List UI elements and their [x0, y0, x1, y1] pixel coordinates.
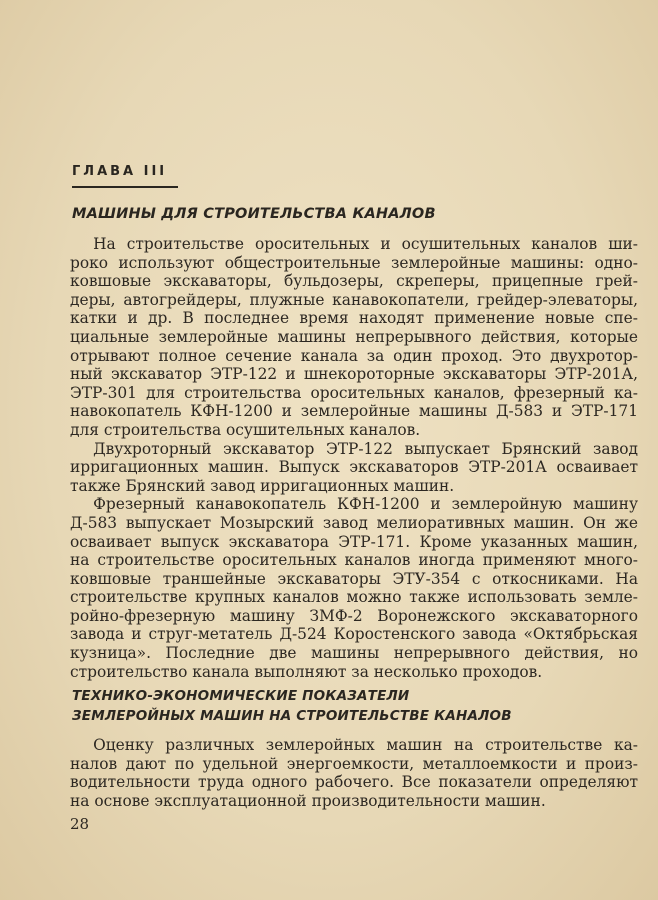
text-line: на строительстве оросительных каналов иногда применяют много-: [70, 551, 638, 570]
text-line: налов дают по удельной энергоемкости, металлоемкости и произ-: [70, 754, 638, 773]
text-line: катки и др. В последнее время находят применение новые спе-: [70, 309, 638, 328]
text-line: строительстве крупных каналов можно также использовать земле-: [70, 588, 638, 607]
text-line: ковшовые экскаваторы, бульдозеры, скреперы, прицепные грей-: [70, 272, 638, 291]
text-line: кузница». Последние две машины непрерывного действия, но: [70, 644, 638, 663]
section2-title-line1: ТЕХНИКО-ЭКОНОМИЧЕСКИЕ ПОКАЗАТЕЛИ: [72, 688, 410, 704]
text-line: отрывают полное сечение канала за один проход. Это двухротор-: [70, 346, 638, 365]
section1-body: [70, 235, 638, 681]
text-line: также Брянский завод ирригационных машин.: [70, 476, 455, 495]
text-line: Двухроторный экскаватор ЭТР-122 выпускает Брянский завод: [70, 439, 638, 458]
text-line: роко используют общестроительные землеройные машины: одно-: [70, 253, 638, 272]
text-line: ЭТР-301 для строительства оросительных каналов, фрезерный ка-: [70, 383, 638, 402]
text-line: ирригационных машин. Выпуск экскаваторов ЭТР-201А осваивает: [70, 458, 638, 477]
text-line: водительности труда одного рабочего. Все показатели определяют: [70, 773, 638, 792]
section2-body: [70, 736, 638, 810]
chapter-title: МАШИНЫ ДЛЯ СТРОИТЕЛЬСТВА КАНАЛОВ: [72, 206, 436, 222]
section2-title-line2: ЗЕМЛЕРОЙНЫХ МАШИН НА СТРОИТЕЛЬСТВЕ КАНАЛОВ: [72, 708, 512, 724]
text-line: циальные землеройные машины непрерывного действия, которые: [70, 327, 638, 346]
text-line: Фрезерный канавокопатель КФН-1200 и землеройную машину: [70, 495, 638, 514]
chapter-label: ГЛАВА III: [72, 164, 168, 179]
text-line: завода и струг-метатель Д-524 Коростенского завода «Октябрьская: [70, 625, 638, 644]
text-line: ковшовые траншейные экскаваторы ЭТУ-354 с откосниками. На: [70, 569, 638, 588]
text-line: строительство канала выполняют за несколько проходов.: [70, 662, 543, 681]
text-line: Оценку различных землеройных машин на строительстве ка-: [70, 736, 638, 754]
text-line: деры, автогрейдеры, плужные канавокопатели, грейдер-элеваторы,: [70, 290, 638, 309]
page-number: 28: [70, 815, 90, 833]
text-line: для строительства осушительных каналов.: [70, 420, 421, 439]
text-line: навокопатель КФН-1200 и землеройные машины Д-583 и ЭТР-171: [70, 402, 638, 421]
text-line: на основе эксплуатационной производительности машин.: [70, 791, 546, 810]
chapter-rule: [72, 186, 178, 188]
text-line: ройно-фрезерную машину ЗМФ-2 Воронежского экскаваторного: [70, 606, 638, 625]
text-line: На строительстве оросительных и осушительных каналов ши-: [70, 235, 638, 253]
text-line: осваивает выпуск экскаватора ЭТР-171. Кроме указанных машин,: [70, 532, 638, 551]
text-line: ный экскаватор ЭТР-122 и шнекороторные экскаваторы ЭТР-201А,: [70, 365, 638, 384]
text-line: Д-583 выпускает Мозырский завод мелиоративных машин. Он же: [70, 513, 638, 532]
